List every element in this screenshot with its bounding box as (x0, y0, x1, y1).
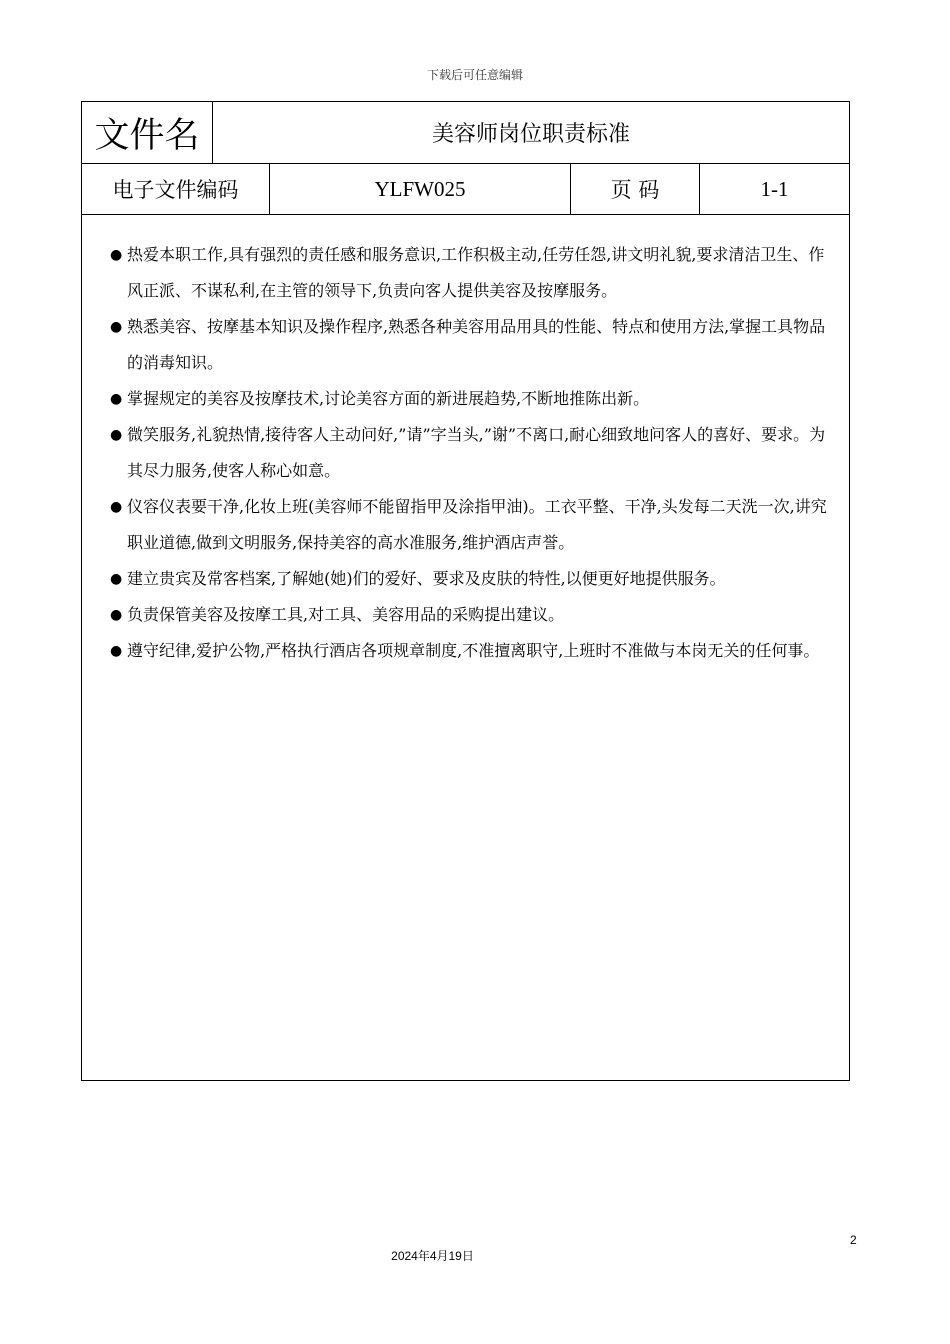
header-note: 下载后可任意编辑 (426, 68, 523, 82)
list-item: ● 掌握规定的美容及按摩技术,讨论美容方面的新进展趋势,不断地推陈出新。 (110, 381, 830, 417)
page-number: 2 (850, 1233, 857, 1247)
bullet-icon: ● (110, 607, 123, 623)
bullet-icon: ● (110, 427, 123, 443)
file-name-label: 文件名 (82, 102, 213, 163)
bullet-icon: ● (110, 643, 123, 659)
bullet-icon: ● (110, 247, 123, 263)
duty-list (110, 237, 830, 669)
list-item: ● 建立贵宾及常客档案,了解她(她)们的爱好、要求及皮肤的特性,以便更好地提供服务。 (110, 561, 830, 597)
title-row (82, 102, 849, 164)
bullet-icon: ● (110, 391, 123, 407)
list-item: ● 遵守纪律,爱护公物,严格执行酒店各项规章制度,不准擅离职守,上班时不准做与本岗无关的任何事。 (110, 633, 830, 669)
list-item: ● 仪容仪表要干净,化妆上班(美容师不能留指甲及涂指甲油)。工衣平整、干净,头发每二天洗一次,讲究职业道德,做到文明服务,保持美容的高水准服务,维护酒店声誉。 (110, 489, 830, 561)
footer-date: 2024年4月19日 (391, 1249, 474, 1263)
bullet-icon: ● (110, 571, 123, 587)
bullet-icon: ● (110, 499, 123, 515)
code-value: YLFW025 (270, 164, 571, 214)
list-item: ● 热爱本职工作,具有强烈的责任感和服务意识,工作积极主动,任劳任怨,讲文明礼貌,要求清洁卫生、作风正派、不谋私利,在主管的领导下,负责向客人提供美容及按摩服务。 (110, 237, 830, 309)
list-item: ● 熟悉美容、按摩基本知识及操作程序,熟悉各种美容用品用具的性能、特点和使用方法,掌握工具物品的消毒知识。 (110, 309, 830, 381)
bullet-icon: ● (110, 319, 123, 335)
page-value: 1-1 (760, 176, 789, 201)
document-frame (81, 101, 850, 1081)
code-label: 电子文件编码 (82, 164, 270, 214)
list-item: ● 微笑服务,礼貌热情,接待客人主动问好,”请”字当头,”谢”不离口,耐心细致地问客人的喜好、要求。为其尽力服务,使客人称心如意。 (110, 417, 830, 489)
meta-row (82, 164, 849, 215)
list-item: ● 负责保管美容及按摩工具,对工具、美容用品的采购提出建议。 (110, 597, 830, 633)
page-label: 页 码 (571, 164, 700, 214)
document-title: 美容师岗位职责标准 (431, 122, 630, 147)
